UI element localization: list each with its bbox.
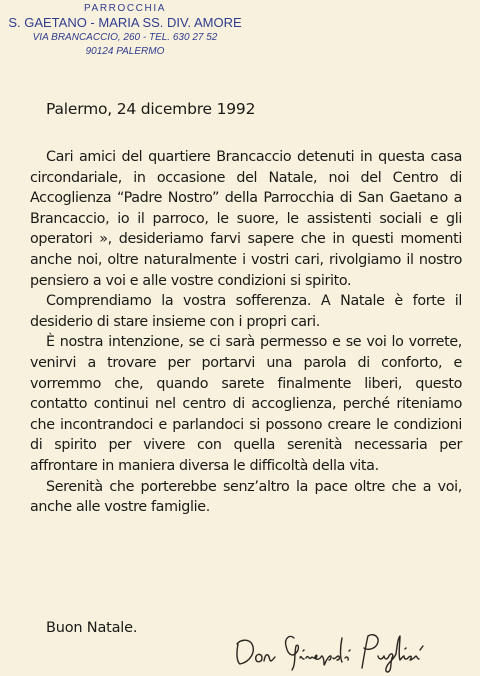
paragraph-4: Serenità che porterebbe senz’altro la pace oltre che a voi, anche alle vostre famiglie. bbox=[30, 478, 462, 516]
letter-date: Palermo, 24 dicembre 1992 bbox=[46, 100, 256, 118]
letterhead-city: 90124 PALERMO bbox=[85, 46, 165, 57]
letterhead-parish: PARROCCHIA bbox=[84, 3, 166, 14]
handwritten-signature bbox=[232, 624, 476, 674]
paragraph-1: Cari amici del quartiere Brancaccio detenuti in questa casa circondariale, in occasione del Natale, noi del Centro di Accoglienza “Padre Nostro” della Parrocchia di San Gaetano a Brancaccio, io il parroco, le suore, le assistenti sociali e gli operatori », desideriamo farvi sapere che in questi momenti anche noi, oltre naturalmente i vostri cari, rivolgiamo il nostro pensiero a voi e alle vostre condizioni si spirito. bbox=[30, 149, 462, 289]
letterhead bbox=[0, 0, 250, 58]
closing-line: Buon Natale. bbox=[46, 620, 138, 636]
letter-body bbox=[30, 147, 462, 518]
letterhead-parish-name: S. GAETANO - MARIA SS. DIV. AMORE bbox=[8, 15, 242, 30]
paragraph-2: Comprendiamo la vostra sofferenza. A Natale è forte il desiderio di stare insieme con i propri cari. bbox=[30, 293, 462, 330]
letterhead-address: VIA BRANCACCIO, 260 - TEL. 630 27 52 bbox=[32, 32, 218, 43]
paragraph-3: È nostra intenzione, se ci sarà permesso e se voi lo vorrete, venirvi a trovare per portarvi una parola di conforto, e vorremmo che, quando sarete finalmente liberi, questo contatto continui nel centro di accoglienza, perché riteniamo che incontrandoci e parlandoci si possono creare le condizioni di spirito per vivere con quella serenità necessaria per affrontare in maniera diversa le difficoltà della vita. bbox=[30, 334, 462, 474]
